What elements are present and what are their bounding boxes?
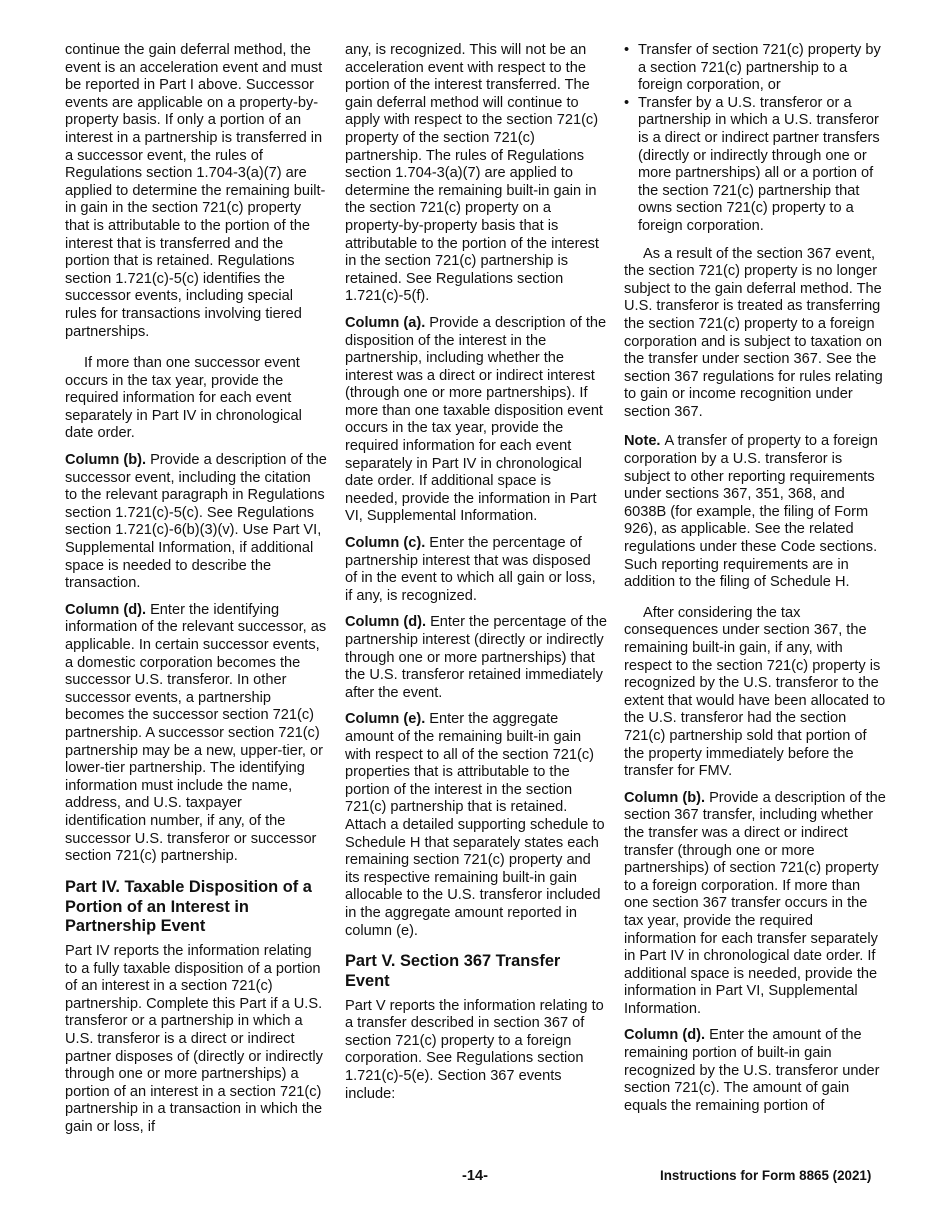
paragraph-text: Enter the aggregate amount of the remaining built-in gain with respect to all of the section 721(c) properties that is attributable to the portion of the interest in the section 721(c) partnership that is retained. Attach a detailed supporting schedule to Schedule H that separately states each remaining section 721(c) property and its respective remaining built-in gain allocable to the U.S. transferor included in the aggregate amount reported in column (e). <box>345 711 605 939</box>
note-paragraph <box>624 433 886 591</box>
column-label: Column (e). <box>345 711 426 728</box>
column-label: Column (c). <box>345 535 426 552</box>
paragraph-text: Provide a description of the successor event, including the citation to the relevant paragraph in Regulations section 1.721(c)-5(c). See Regulations section 1.721(c)-6(b)(3)(v). Use Part VI, Supplemental Information, if additional space is needed to describe the transaction. <box>65 452 327 592</box>
column-d-paragraph <box>345 614 607 702</box>
column-label: Column (d). <box>65 601 147 618</box>
paragraph-text: Enter the identifying information of the relevant successor, as applicable. In certain successor events, a domestic corporation becomes the successor U.S. transferor. In other successor events, a partnership becomes the successor section 721(c) partnership. A successor section 721(c) partnership may be a new, upper-tier, or lower-tier partnership. The identifying information must include the name, address, and U.S. taxpayer identification number, if any, of the successor U.S. transferor or successor section 721(c) partnership. <box>65 601 327 865</box>
section-heading: Part V. Section 367 Transfer Event <box>345 952 561 990</box>
paragraph-text: A transfer of property to a foreign corporation by a U.S. transferor is subject to other reporting requirements under sections 367, 351, 368, and 6038B (for example, the filing of Form 926), as applicable. See the related regulations under these Code sections. Such reporting requirements are in addition to the filing of Schedule H. <box>624 433 878 591</box>
page-number: -14- <box>462 1168 488 1184</box>
paragraph-text: Provide a description of the disposition of the interest in the partnership, including whether the interest was a direct or indirect interest (through one or more partnerships). If more than one taxable disposition event occurs in the tax year, provide the required information for each event separately in Part IV in chronological date order. If additional space is needed, provide the information in Part VI, Supplemental Information. <box>345 314 607 525</box>
column-label: Column (b). <box>624 789 706 806</box>
column-e-paragraph <box>345 711 607 940</box>
column-c-paragraph <box>345 535 607 605</box>
paragraph-text: Enter the amount of the remaining portion of built-in gain recognized by the U.S. transferor under section 721(c). The amount of gain equals the remaining portion of <box>624 1027 880 1114</box>
section-heading: Part IV. Taxable Disposition of a Portion of an Interest in Partnership Event <box>65 877 312 936</box>
paragraph: After considering the tax consequences under section 367, the remaining built-in gain, if any, with respect to the section 721(c) property is recognized by the U.S. transferor to the extent that would have been allocated to the U.S. transferor had the section 721(c) partnership sold that portion of the property immediately before the transfer for FMV. <box>624 604 886 780</box>
column-label: Column (d). <box>345 614 427 631</box>
paragraph: continue the gain deferral method, the event is an acceleration event and must be reported in Part I above. Successor events are applicable on a property-by-property basis. If only a portion of an interest in a partnership is transferred in a successor event, the rules of Regulations section 1.704-3(a)(7) are applied to determine the remaining built-in gain in the section 721(c) property that is attributable to the portion of the interest that is transferred and the portion that is retained. Regulations section 1.721(c)-5(c) identifies the successor events, including special rules for transactions involving tiered partnerships. <box>65 42 326 340</box>
footer-form-title: Instructions for Form 8865 (2021) <box>660 1168 872 1183</box>
paragraph-text: Enter the percentage of partnership interest that was disposed of in the event to which all gain or loss, if any, is recognized. <box>345 535 596 604</box>
column-label: Column (b). <box>65 452 147 469</box>
paragraph-text: Provide a description of the section 367 transfer, including whether the transfer was a direct or indirect transfer (through one or more partnerships) of section 721(c) property to a foreign corporation. If more than one section 367 transfer occurs in the tax year, provide the required information for each transfer separately in Part IV in chronological date order. If additional space is needed, provide the information in Part VI, Supplemental Information. <box>624 789 886 1017</box>
paragraph: any, is recognized. This will not be an acceleration event with respect to the portion of the interest transferred. The gain deferral method will continue to apply with respect to the section 721(c) property of the section 721(c) partnership. The rules of Regulations section 1.704-3(a)(7) are applied to determine the remaining built-in gain in the section 721(c) property on a property-by-property basis that is attributable to the portion of the interest in the section 721(c) partnership is retained. See Regulations section 1.721(c)-5(f). <box>345 42 599 305</box>
bullet-text: Transfer by a U.S. transferor or a partnership in which a U.S. transferor is a direct or indirect partner transfers (directly or indirectly through one or more partnerships) all or a portion of the section 721(c) partnership that owns section 721(c) property to a foreign corporation. <box>638 94 880 234</box>
bullet-item <box>624 42 886 95</box>
column-d-paragraph <box>65 602 327 866</box>
bullet-icon: • <box>624 94 630 111</box>
column-b-paragraph <box>65 452 327 593</box>
column-1 <box>65 42 327 1137</box>
column-2 <box>345 42 607 1103</box>
column-label: Column (d). <box>624 1027 706 1044</box>
paragraph: If more than one successor event occurs in the tax year, provide the required information for each event separately in Part IV in chronological date order. <box>65 355 302 442</box>
column-a-paragraph <box>345 315 607 526</box>
paragraph: Part IV reports the information relating to a fully taxable disposition of a portion of an interest in a section 721(c) partnership. Complete this Part if a U.S. transferor or a partnership in which a U.S. transferor is a direct or indirect partner disposes of (directly or indirectly through one or more partnerships) a portion of an interest in a section 721(c) partnership in a transaction in which the gain or loss, if <box>65 943 323 1136</box>
column-d-paragraph <box>624 1027 886 1115</box>
paragraph: Part V reports the information relating to a transfer described in section 367 of section 721(c) property to a foreign corporation. See Regulations section 1.721(c)-5(e). Section 367 events include: <box>345 997 604 1102</box>
bullet-text: Transfer of section 721(c) property by a section 721(c) partnership to a foreign corporation, or <box>638 42 881 94</box>
paragraph-text: Enter the percentage of the partnership interest (directly or indirectly through one or more partnerships) that the U.S. transferor retained immediately after the event. <box>345 614 607 701</box>
bullet-item <box>624 95 886 236</box>
column-b-paragraph <box>624 790 886 1019</box>
column-label: Column (a). <box>345 314 426 331</box>
paragraph: As a result of the section 367 event, the section 721(c) property is no longer subject to the gain deferral method. The U.S. transferor is treated as transferring the section 721(c) property to a foreign corporation and is subject to taxation on the transfer under section 367. See the section 367 regulations for rules relating to gain or income recognition under section 367. <box>624 245 883 420</box>
note-label: Note. <box>624 433 661 450</box>
bullet-icon: • <box>624 42 630 58</box>
column-3 <box>624 42 886 1115</box>
